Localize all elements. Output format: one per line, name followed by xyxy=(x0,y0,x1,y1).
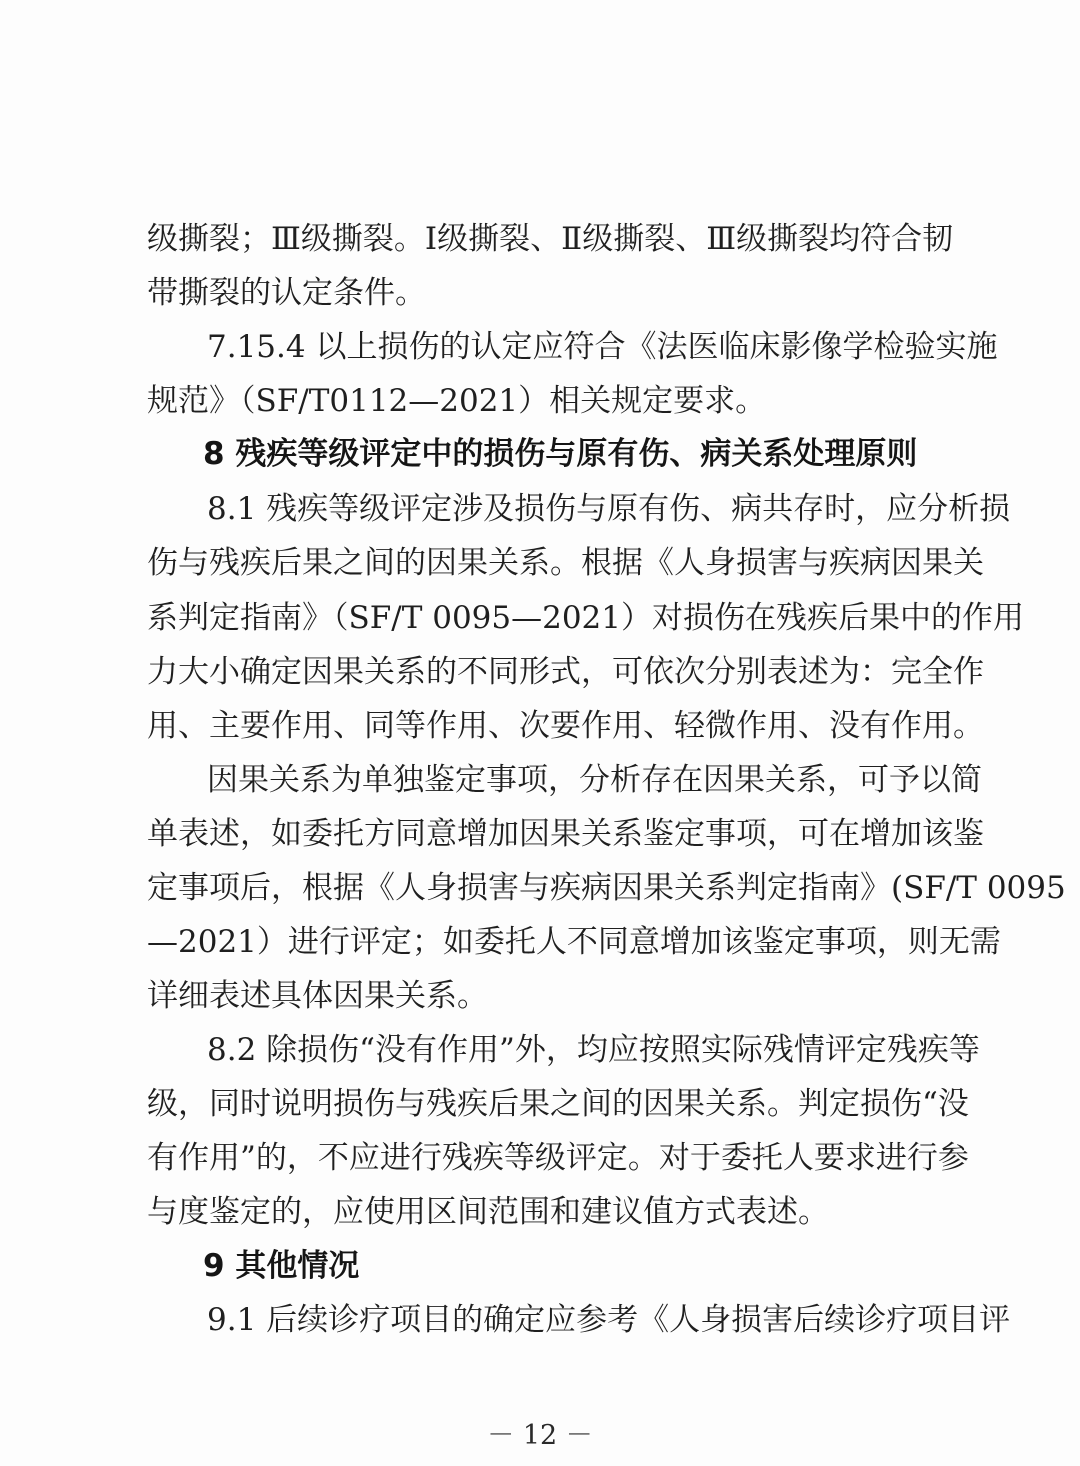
body-line: 系判定指南》（SF/T 0095—2021）对损伤在残疾后果中的作用 xyxy=(147,600,1025,636)
body-line: 9.1 后续诊疗项目的确定应参考《人身损害后续诊疗项目评 xyxy=(207,1302,1011,1338)
body-line: 规范》（SF/T0112—2021）相关规定要求。 xyxy=(147,383,767,419)
body-line: 详细表述具体因果关系。 xyxy=(147,978,488,1014)
body-line: 级撕裂；Ⅲ级撕裂。Ⅰ级撕裂、Ⅱ级撕裂、Ⅲ级撕裂均符合韧 xyxy=(147,221,954,257)
body-line: 与度鉴定的，应使用区间范围和建议值方式表述。 xyxy=(147,1194,829,1230)
body-line: 有作用”的，不应进行残疾等级评定。对于委托人要求进行参 xyxy=(147,1140,969,1176)
body-line: 因果关系为单独鉴定事项，分析存在因果关系，可予以简 xyxy=(207,762,982,798)
body-line: 力大小确定因果关系的不同形式，可依次分别表述为：完全作 xyxy=(147,654,984,690)
body-line: 级，同时说明损伤与残疾后果之间的因果关系。判定损伤“没 xyxy=(147,1086,969,1122)
body-line: 用、主要作用、同等作用、次要作用、轻微作用、没有作用。 xyxy=(147,708,984,744)
body-line: 7.15.4 以上损伤的认定应符合《法医临床影像学检验实施 xyxy=(207,329,998,365)
section-heading-9: 9 其他情况 xyxy=(203,1248,360,1284)
body-line: 8.2 除损伤“没有作用”外，均应按照实际残情评定残疾等 xyxy=(207,1032,980,1068)
body-line: 带撕裂的认定条件。 xyxy=(147,275,426,311)
section-heading-8: 8 残疾等级评定中的损伤与原有伤、病关系处理原则 xyxy=(203,436,918,472)
body-line: 定事项后，根据《人身损害与疾病因果关系判定指南》(SF/T 0095 xyxy=(147,870,1066,906)
body-line: —2021）进行评定；如委托人不同意增加该鉴定事项，则无需 xyxy=(147,924,1001,960)
body-line: 单表述，如委托方同意增加因果关系鉴定事项，可在增加该鉴 xyxy=(147,816,984,852)
body-line: 伤与残疾后果之间的因果关系。根据《人身损害与疾病因果关 xyxy=(147,545,984,581)
body-line: 8.1 残疾等级评定涉及损伤与原有伤、病共存时，应分析损 xyxy=(207,491,1011,527)
page-number: － 12 － xyxy=(487,1420,593,1451)
